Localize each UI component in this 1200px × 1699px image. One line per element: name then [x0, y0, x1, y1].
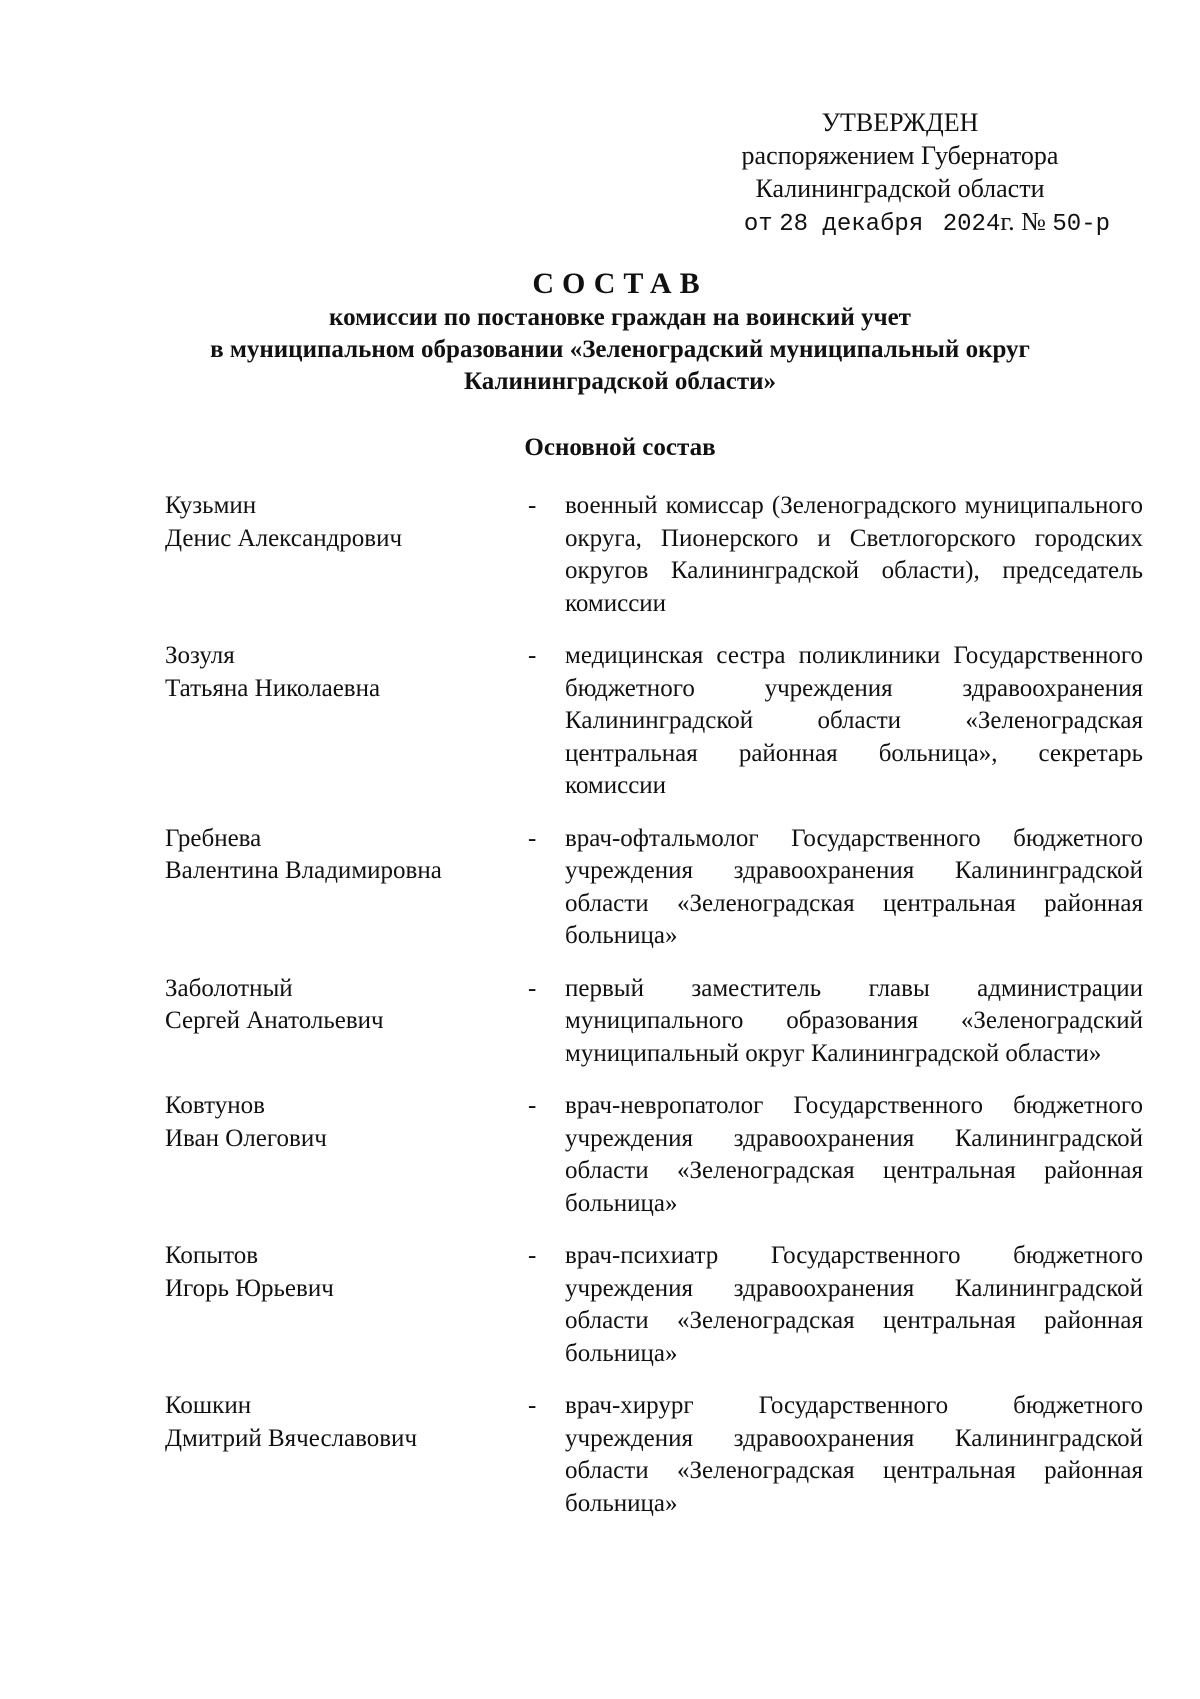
approval-stamp [690, 106, 1110, 241]
member-description: военный комиссар (Зеленоградского муниципального округа, Пионерского и Светлогорского городских округов Калининградской области), председатель комиссии [565, 492, 1143, 617]
member-dash: - [528, 1092, 537, 1119]
approval-date: 28 декабря [779, 211, 924, 238]
approval-date-line [690, 205, 1110, 241]
member-row [165, 1090, 1143, 1220]
member-given-name: Дмитрий Вячеславович [165, 1424, 418, 1452]
member-row [165, 973, 1143, 1071]
member-given-name: Игорь Юрьевич [165, 1274, 334, 1302]
member-description: врач-психиатр Государственного бюджетного учреждения здравоохранения Калининградской области «Зеленоградская центральная районная больница» [565, 1242, 1143, 1367]
approval-year-suffix: г. № [1000, 207, 1046, 236]
member-name [165, 823, 525, 953]
member-surname: Ковтунов [165, 1092, 265, 1119]
member-given-name: Сергей Анатольевич [165, 1007, 384, 1034]
approval-year: 2024 [942, 211, 1001, 238]
member-row [165, 1240, 1143, 1370]
section-heading: Основной состав [524, 434, 716, 461]
member-dash: - [528, 492, 537, 519]
approval-doc-number: 50-р [1052, 211, 1110, 238]
member-dash: - [528, 642, 537, 669]
member-dash: - [528, 1242, 537, 1269]
members-list [165, 490, 1143, 1520]
member-description: врач-офтальмолог Государственного бюджетного учреждения здравоохранения Калининградской области «Зеленоградская центральная районная больница» [565, 824, 1143, 949]
member-row [165, 640, 1143, 803]
member-surname: Копытов [165, 1242, 259, 1269]
member-name [165, 490, 525, 620]
member-given-name: Иван Олегович [165, 1124, 327, 1152]
approval-region: Калининградской области [755, 174, 1045, 203]
member-surname: Зозуля [165, 642, 235, 669]
title-line-1: комиссии по постановке граждан на воинский учет [329, 304, 911, 331]
member-description: первый заместитель главы администрации муниципального образования «Зеленоградский муниципальный округ Калининградской области» [565, 974, 1143, 1067]
title-line-2: в муниципальном образовании «Зеленоградский муниципальный округ [210, 336, 1030, 363]
member-name [165, 1390, 525, 1520]
member-name [165, 640, 525, 803]
member-description: врач-невропатолог Государственного бюджетного учреждения здравоохранения Калининградской области «Зеленоградская центральная районная больница» [565, 1092, 1143, 1217]
member-row [165, 490, 1143, 620]
approval-title: УТВЕРЖДЕН [821, 108, 979, 137]
member-surname: Заболотный [165, 974, 293, 1002]
member-description: врач-хирург Государственного бюджетного учреждения здравоохранения Калининградской области «Зеленоградская центральная районная больница» [565, 1392, 1143, 1517]
title-line-3: Калининградской области» [463, 368, 777, 395]
member-description: медицинская сестра поликлиники Государственного бюджетного учреждения здравоохранения Калининградской области «Зеленоградская центральная районная больница», секретарь комиссии [565, 642, 1143, 799]
member-surname: Кузьмин [165, 492, 257, 519]
member-given-name: Валентина Владимировна [165, 857, 442, 884]
member-dash: - [528, 824, 537, 852]
document-title [120, 266, 1120, 398]
member-dash: - [528, 1392, 537, 1419]
member-row [165, 1390, 1143, 1520]
approval-date-prefix: от [743, 211, 773, 238]
title-main: СОСТАВ [532, 267, 708, 300]
member-name [165, 973, 525, 1071]
member-surname: Гребнева [165, 824, 262, 852]
member-given-name: Татьяна Николаевна [165, 674, 381, 702]
member-dash: - [528, 974, 537, 1002]
member-given-name: Денис Александрович [165, 524, 403, 552]
member-row [165, 823, 1143, 953]
approval-authority: распоряжением Губернатора [741, 141, 1059, 170]
member-name [165, 1240, 525, 1370]
member-name [165, 1090, 525, 1220]
member-surname: Кошкин [165, 1392, 252, 1419]
